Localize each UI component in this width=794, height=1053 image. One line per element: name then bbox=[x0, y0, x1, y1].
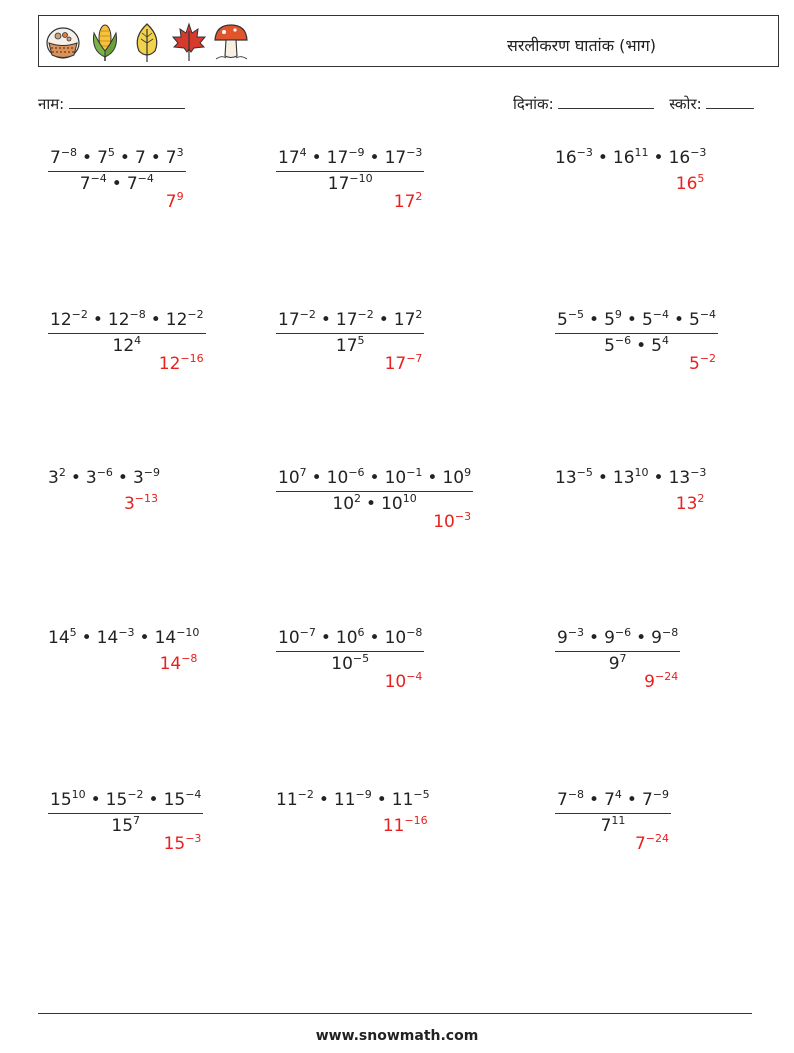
power-term: $5^4$ bbox=[651, 334, 669, 356]
power-term: $10^{-6}$ bbox=[326, 466, 365, 488]
answer-power: $15^{-3}$ bbox=[163, 832, 202, 854]
answer-power: $5^{-2}$ bbox=[689, 352, 717, 374]
multiply-dot: • bbox=[148, 790, 159, 810]
power-term: $9^{-6}$ bbox=[604, 626, 632, 648]
power-term: $5^{-6}$ bbox=[604, 334, 632, 356]
fraction bbox=[555, 310, 718, 356]
power-term: $3^{-6}$ bbox=[85, 466, 113, 488]
multiply-dot: • bbox=[427, 468, 438, 488]
multiply-dot: • bbox=[653, 468, 664, 488]
power-term: $5^{-5}$ bbox=[557, 308, 585, 330]
date-blank[interactable] bbox=[558, 94, 654, 109]
problem-5 bbox=[276, 310, 424, 356]
expression bbox=[555, 148, 706, 168]
denominator bbox=[609, 654, 627, 674]
power-term: $10^{10}$ bbox=[381, 492, 417, 514]
problem-6 bbox=[555, 310, 718, 356]
power-term: $14^{-3}$ bbox=[96, 626, 135, 648]
multiply-dot: • bbox=[589, 310, 600, 330]
basket-icon bbox=[44, 21, 82, 63]
power-term: $7^{-4}$ bbox=[79, 172, 107, 194]
multiply-dot: • bbox=[597, 468, 608, 488]
power-term: $7^{-8}$ bbox=[50, 146, 78, 168]
power-term: $10^{-5}$ bbox=[331, 652, 370, 674]
answer-12 bbox=[644, 672, 678, 692]
multiply-dot: • bbox=[117, 468, 128, 488]
power-term: $7^{-8}$ bbox=[557, 788, 585, 810]
answer-6 bbox=[689, 354, 716, 374]
numerator bbox=[278, 148, 422, 168]
fraction bbox=[276, 628, 424, 674]
multiply-dot: • bbox=[636, 336, 647, 356]
multiply-dot: • bbox=[81, 628, 92, 648]
answer-9 bbox=[676, 494, 705, 514]
answer-power: $10^{-3}$ bbox=[433, 510, 472, 532]
header-box bbox=[38, 15, 779, 67]
denominator bbox=[604, 336, 669, 356]
power-term: $10^7$ bbox=[278, 466, 307, 488]
multiply-dot: • bbox=[150, 310, 161, 330]
power-term: $12^{-2}$ bbox=[50, 308, 88, 330]
numerator bbox=[50, 310, 204, 330]
numerator bbox=[557, 310, 716, 330]
power-term: $7^4$ bbox=[604, 788, 622, 810]
power-term: $17^{-2}$ bbox=[278, 308, 316, 330]
answer-power: $16^5$ bbox=[675, 172, 705, 194]
multiply-dot: • bbox=[589, 790, 600, 810]
multiply-dot: • bbox=[369, 628, 380, 648]
denominator bbox=[336, 336, 365, 356]
problem-3 bbox=[555, 148, 706, 168]
power-term: $17^2$ bbox=[393, 308, 423, 330]
power-term: $16^{-3}$ bbox=[555, 146, 593, 168]
answer-2 bbox=[394, 192, 423, 212]
numerator bbox=[278, 468, 471, 488]
multiply-dot: • bbox=[589, 628, 600, 648]
fraction-bar bbox=[276, 491, 473, 492]
power-term: $11^{-2}$ bbox=[276, 788, 314, 810]
problem-15 bbox=[555, 790, 671, 836]
header-icons bbox=[44, 21, 250, 63]
power-term: $15^{-4}$ bbox=[163, 788, 202, 810]
answer-power: $7^{-24}$ bbox=[634, 832, 669, 854]
score-blank[interactable] bbox=[706, 94, 754, 109]
problem-13 bbox=[48, 790, 203, 836]
mushroom-icon bbox=[212, 21, 250, 63]
power-term: $13^{10}$ bbox=[612, 466, 649, 488]
expression bbox=[276, 790, 430, 810]
power-term: $7^{11}$ bbox=[600, 814, 626, 836]
power-term: $11^{-9}$ bbox=[333, 788, 372, 810]
power-term: $3^2$ bbox=[48, 466, 66, 488]
multiply-dot: • bbox=[90, 790, 101, 810]
fraction-bar bbox=[276, 333, 424, 334]
problem-7 bbox=[48, 468, 160, 488]
multiply-dot: • bbox=[139, 628, 150, 648]
problem-1 bbox=[48, 148, 186, 194]
answer-power: $3^{-13}$ bbox=[123, 492, 158, 514]
numerator bbox=[278, 628, 422, 648]
answer-power: $13^2$ bbox=[675, 492, 705, 514]
fraction bbox=[555, 790, 671, 836]
numerator bbox=[50, 148, 184, 168]
power-term: $17^5$ bbox=[335, 334, 365, 356]
numerator bbox=[50, 790, 201, 810]
fraction bbox=[276, 310, 424, 356]
answer-4 bbox=[159, 354, 204, 374]
answer-14 bbox=[383, 816, 428, 836]
multiply-dot: • bbox=[320, 628, 331, 648]
power-term: $12^{-8}$ bbox=[107, 308, 146, 330]
power-term: 7 bbox=[134, 148, 146, 168]
yellow-leaf-icon bbox=[128, 21, 166, 63]
problem-2 bbox=[276, 148, 424, 194]
power-term: $17^{-9}$ bbox=[326, 146, 365, 168]
multiply-dot: • bbox=[378, 310, 389, 330]
footer-url: www.snowmath.com bbox=[315, 1028, 479, 1044]
corn-icon bbox=[86, 21, 124, 63]
numerator bbox=[278, 310, 422, 330]
answer-15 bbox=[635, 834, 669, 854]
denominator bbox=[113, 336, 142, 356]
multiply-dot: • bbox=[597, 148, 608, 168]
denominator bbox=[601, 816, 626, 836]
answer-power: $17^2$ bbox=[393, 190, 423, 212]
problem-11 bbox=[276, 628, 424, 674]
power-term: $9^{-3}$ bbox=[557, 626, 585, 648]
power-term: $10^{-1}$ bbox=[384, 466, 423, 488]
answer-7 bbox=[124, 494, 158, 514]
problem-14 bbox=[276, 790, 430, 810]
denominator bbox=[332, 494, 416, 514]
fraction bbox=[48, 310, 206, 356]
power-term: $7^{-9}$ bbox=[641, 788, 669, 810]
name-label: नाम: bbox=[38, 95, 65, 113]
denominator bbox=[80, 174, 154, 194]
power-term: $17^{-10}$ bbox=[327, 172, 373, 194]
power-term: $15^7$ bbox=[111, 814, 141, 836]
multiply-dot: • bbox=[366, 494, 377, 514]
date-label: दिनांक: bbox=[513, 95, 554, 113]
power-term: $7^5$ bbox=[97, 146, 115, 168]
problem-8 bbox=[276, 468, 473, 514]
power-term: $10^{-7}$ bbox=[278, 626, 316, 648]
answer-power: $11^{-16}$ bbox=[382, 814, 428, 836]
answer-power: $9^{-24}$ bbox=[644, 670, 679, 692]
multiply-dot: • bbox=[150, 148, 161, 168]
multiply-dot: • bbox=[318, 790, 329, 810]
multiply-dot: • bbox=[376, 790, 387, 810]
multiply-dot: • bbox=[653, 148, 664, 168]
expression bbox=[48, 468, 160, 488]
answer-power: $17^{-7}$ bbox=[384, 352, 423, 374]
fraction bbox=[276, 468, 473, 514]
multiply-dot: • bbox=[311, 148, 322, 168]
answer-8 bbox=[433, 512, 471, 532]
maple-leaf-icon bbox=[170, 21, 208, 63]
fraction-bar bbox=[48, 333, 206, 334]
name-blank[interactable] bbox=[69, 94, 185, 109]
power-term: $9^{-8}$ bbox=[651, 626, 679, 648]
power-term: $17^{-2}$ bbox=[335, 308, 374, 330]
score-label: स्कोर: bbox=[669, 95, 702, 113]
problem-12 bbox=[555, 628, 680, 674]
expression bbox=[48, 628, 199, 648]
denominator bbox=[111, 816, 140, 836]
multiply-dot: • bbox=[636, 628, 647, 648]
problem-4 bbox=[48, 310, 206, 356]
multiply-dot: • bbox=[626, 790, 637, 810]
answer-1 bbox=[166, 192, 184, 212]
multiply-dot: • bbox=[320, 310, 331, 330]
fraction bbox=[276, 148, 424, 194]
fraction-bar bbox=[48, 813, 203, 814]
answer-10 bbox=[160, 654, 198, 674]
power-term: $7^{-4}$ bbox=[126, 172, 154, 194]
date-score-field bbox=[513, 94, 754, 114]
denominator bbox=[331, 654, 369, 674]
power-term: $13^{-5}$ bbox=[555, 466, 593, 488]
page-title: सरलीकरण घातांक (भाग) bbox=[507, 36, 656, 55]
answer-power: $14^{-8}$ bbox=[159, 652, 198, 674]
fraction-bar bbox=[555, 333, 718, 334]
answer-3 bbox=[676, 174, 705, 194]
fraction bbox=[555, 628, 680, 674]
power-term: $11^{-5}$ bbox=[391, 788, 430, 810]
power-term: $7^3$ bbox=[165, 146, 184, 168]
power-term: $13^{-3}$ bbox=[668, 466, 707, 488]
answer-power: $7^9$ bbox=[165, 190, 184, 212]
numerator bbox=[557, 790, 669, 810]
power-term: $10^9$ bbox=[442, 466, 472, 488]
answer-power: $12^{-16}$ bbox=[158, 352, 204, 374]
power-term: $16^{11}$ bbox=[612, 146, 649, 168]
power-term: $15^{-2}$ bbox=[105, 788, 144, 810]
multiply-dot: • bbox=[70, 468, 81, 488]
power-term: $15^{10}$ bbox=[50, 788, 86, 810]
problem-10 bbox=[48, 628, 199, 648]
fraction bbox=[48, 148, 186, 194]
numerator bbox=[557, 628, 678, 648]
name-field bbox=[38, 94, 185, 114]
power-term: $3^{-9}$ bbox=[132, 466, 160, 488]
multiply-dot: • bbox=[111, 174, 122, 194]
multiply-dot: • bbox=[92, 310, 103, 330]
answer-power: $10^{-4}$ bbox=[384, 670, 423, 692]
multiply-dot: • bbox=[673, 310, 685, 330]
power-term: $9^7$ bbox=[608, 652, 627, 674]
expression bbox=[555, 468, 706, 488]
power-term: $10^2$ bbox=[332, 492, 362, 514]
power-term: $14^{-10}$ bbox=[154, 626, 200, 648]
fraction bbox=[48, 790, 203, 836]
power-term: $5^9$ bbox=[604, 308, 622, 330]
footer-rule bbox=[38, 1013, 752, 1014]
power-term: $17^4$ bbox=[278, 146, 307, 168]
fraction-bar bbox=[48, 171, 186, 172]
power-term: $17^{-3}$ bbox=[384, 146, 423, 168]
power-term: $5^{-4}$ bbox=[641, 308, 669, 330]
fraction-bar bbox=[276, 651, 424, 652]
problem-9 bbox=[555, 468, 706, 488]
multiply-dot: • bbox=[626, 310, 637, 330]
power-term: $14^5$ bbox=[48, 626, 77, 648]
power-term: $10^6$ bbox=[335, 626, 365, 648]
multiply-dot: • bbox=[369, 468, 380, 488]
denominator bbox=[328, 174, 373, 194]
power-term: $12^4$ bbox=[112, 334, 142, 356]
multiply-dot: • bbox=[311, 468, 322, 488]
multiply-dot: • bbox=[369, 148, 380, 168]
answer-11 bbox=[385, 672, 423, 692]
power-term: $12^{-2}$ bbox=[165, 308, 204, 330]
multiply-dot: • bbox=[82, 148, 93, 168]
answer-13 bbox=[164, 834, 202, 854]
power-term: $16^{-3}$ bbox=[668, 146, 707, 168]
fraction-bar bbox=[555, 651, 680, 652]
multiply-dot: • bbox=[119, 148, 130, 168]
power-term: $5^{-4}$ bbox=[689, 308, 717, 330]
power-term: $10^{-8}$ bbox=[384, 626, 423, 648]
answer-5 bbox=[385, 354, 423, 374]
